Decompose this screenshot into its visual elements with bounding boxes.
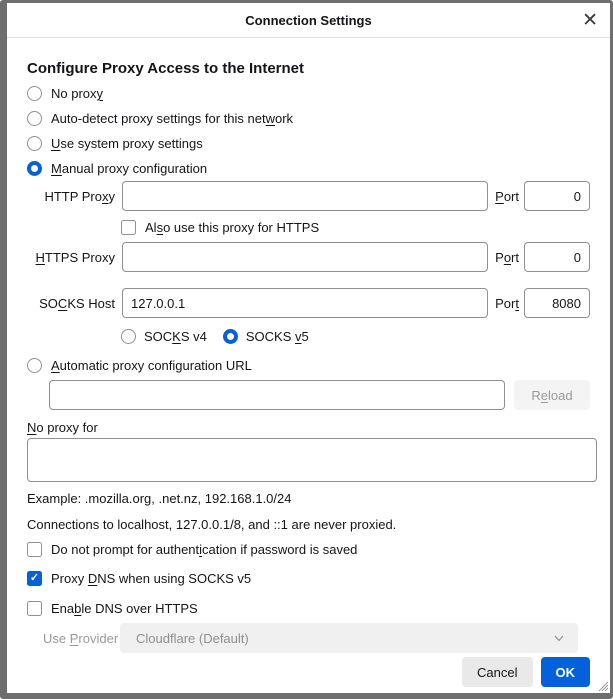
http-proxy-label: HTTP Proxy bbox=[44, 188, 115, 204]
radio-manual-proxy[interactable] bbox=[27, 160, 590, 177]
socks-host-row bbox=[27, 288, 590, 318]
radio-icon-selected[interactable] bbox=[223, 329, 238, 344]
radio-autoconfig-url[interactable] bbox=[27, 357, 590, 374]
provider-select[interactable] bbox=[120, 623, 578, 653]
radio-icon[interactable] bbox=[27, 86, 42, 101]
http-proxy-input[interactable] bbox=[122, 181, 488, 211]
radio-icon[interactable] bbox=[27, 136, 42, 151]
socks-host-input[interactable] bbox=[122, 288, 488, 318]
radio-no-proxy-label: No proxy bbox=[51, 86, 104, 101]
chevron-down-icon bbox=[552, 631, 566, 645]
socks-v5-label: SOCKS v5 bbox=[245, 329, 309, 344]
radio-manual-proxy-label: Manual proxy configuration bbox=[51, 161, 208, 176]
reload-button[interactable]: Reload bbox=[514, 380, 590, 410]
proxy-dns-label: Proxy DNS when using SOCKS v5 bbox=[51, 570, 252, 586]
radio-auto-detect-proxy[interactable] bbox=[27, 110, 590, 127]
radio-no-proxy[interactable] bbox=[27, 85, 590, 102]
example-hint: Example: .mozilla.org, .net.nz, 192.168.1.0/24 bbox=[27, 491, 292, 506]
radio-system-proxy[interactable] bbox=[27, 135, 590, 152]
https-port-label: Port bbox=[495, 249, 519, 265]
https-port-input[interactable] bbox=[524, 242, 590, 272]
radio-system-proxy-label: Use system proxy settings bbox=[51, 136, 203, 151]
dialog-titlebar bbox=[7, 3, 610, 38]
radio-icon-selected[interactable] bbox=[27, 161, 42, 176]
enable-doh-checkbox-row[interactable] bbox=[27, 599, 590, 617]
radio-icon[interactable] bbox=[27, 358, 42, 373]
socks-version-group bbox=[121, 328, 590, 345]
ok-button[interactable]: OK bbox=[541, 657, 591, 687]
checkbox-icon-unchecked[interactable] bbox=[27, 601, 42, 616]
cancel-button[interactable]: Cancel bbox=[462, 657, 532, 687]
https-proxy-row bbox=[27, 242, 590, 272]
radio-auto-detect-label: Auto-detect proxy settings for this network bbox=[51, 111, 294, 126]
radio-icon[interactable] bbox=[121, 329, 136, 344]
no-prompt-auth-label: Do not prompt for authentication if password is saved bbox=[51, 541, 358, 557]
also-https-label: Also use this proxy for HTTPS bbox=[145, 219, 320, 235]
socks-host-label: SOCKS Host bbox=[39, 295, 115, 311]
http-port-label: Port bbox=[495, 188, 519, 204]
socks-port-input[interactable] bbox=[524, 288, 590, 318]
page-title: Configure Proxy Access to the Internet bbox=[27, 60, 305, 77]
autoconfig-url-row bbox=[49, 380, 590, 410]
dialog-title: Connection Settings bbox=[245, 12, 372, 28]
checkbox-icon-unchecked[interactable] bbox=[121, 220, 136, 235]
use-provider-label: Use Provider bbox=[43, 630, 119, 646]
no-proxy-for-label: No proxy for bbox=[27, 420, 98, 435]
close-icon[interactable]: ✕ bbox=[582, 10, 598, 31]
no-proxy-for-textarea[interactable] bbox=[27, 438, 597, 482]
proxy-dns-checkbox-row[interactable] bbox=[27, 569, 590, 587]
enable-doh-label: Enable DNS over HTTPS bbox=[51, 600, 198, 616]
radio-icon[interactable] bbox=[27, 111, 42, 126]
socks-v4-label: SOCKS v4 bbox=[144, 329, 207, 344]
autoconfig-label: Automatic proxy configuration URL bbox=[51, 358, 252, 373]
http-proxy-row bbox=[27, 181, 590, 211]
radio-socks-v5[interactable] bbox=[223, 329, 309, 344]
resize-grip[interactable] bbox=[595, 678, 609, 692]
https-proxy-label: HTTPS Proxy bbox=[35, 249, 115, 265]
dialog-actions bbox=[20, 657, 590, 687]
socks-port-label: Port bbox=[495, 295, 519, 311]
localhost-hint: Connections to localhost, 127.0.0.1/8, and ::1 are never proxied. bbox=[27, 517, 397, 532]
checkbox-icon-checked[interactable]: ✓ bbox=[27, 571, 42, 586]
autoconfig-url-input[interactable] bbox=[49, 380, 505, 410]
dialog-content bbox=[7, 60, 610, 687]
https-proxy-input[interactable] bbox=[122, 242, 488, 272]
no-prompt-auth-checkbox-row[interactable] bbox=[27, 540, 590, 558]
provider-selected-value: Cloudflare (Default) bbox=[136, 630, 249, 646]
checkbox-icon-unchecked[interactable] bbox=[27, 542, 42, 557]
http-port-input[interactable] bbox=[524, 181, 590, 211]
radio-socks-v4[interactable] bbox=[121, 329, 207, 344]
doh-provider-row bbox=[43, 623, 590, 653]
also-https-checkbox-row[interactable] bbox=[121, 218, 590, 236]
